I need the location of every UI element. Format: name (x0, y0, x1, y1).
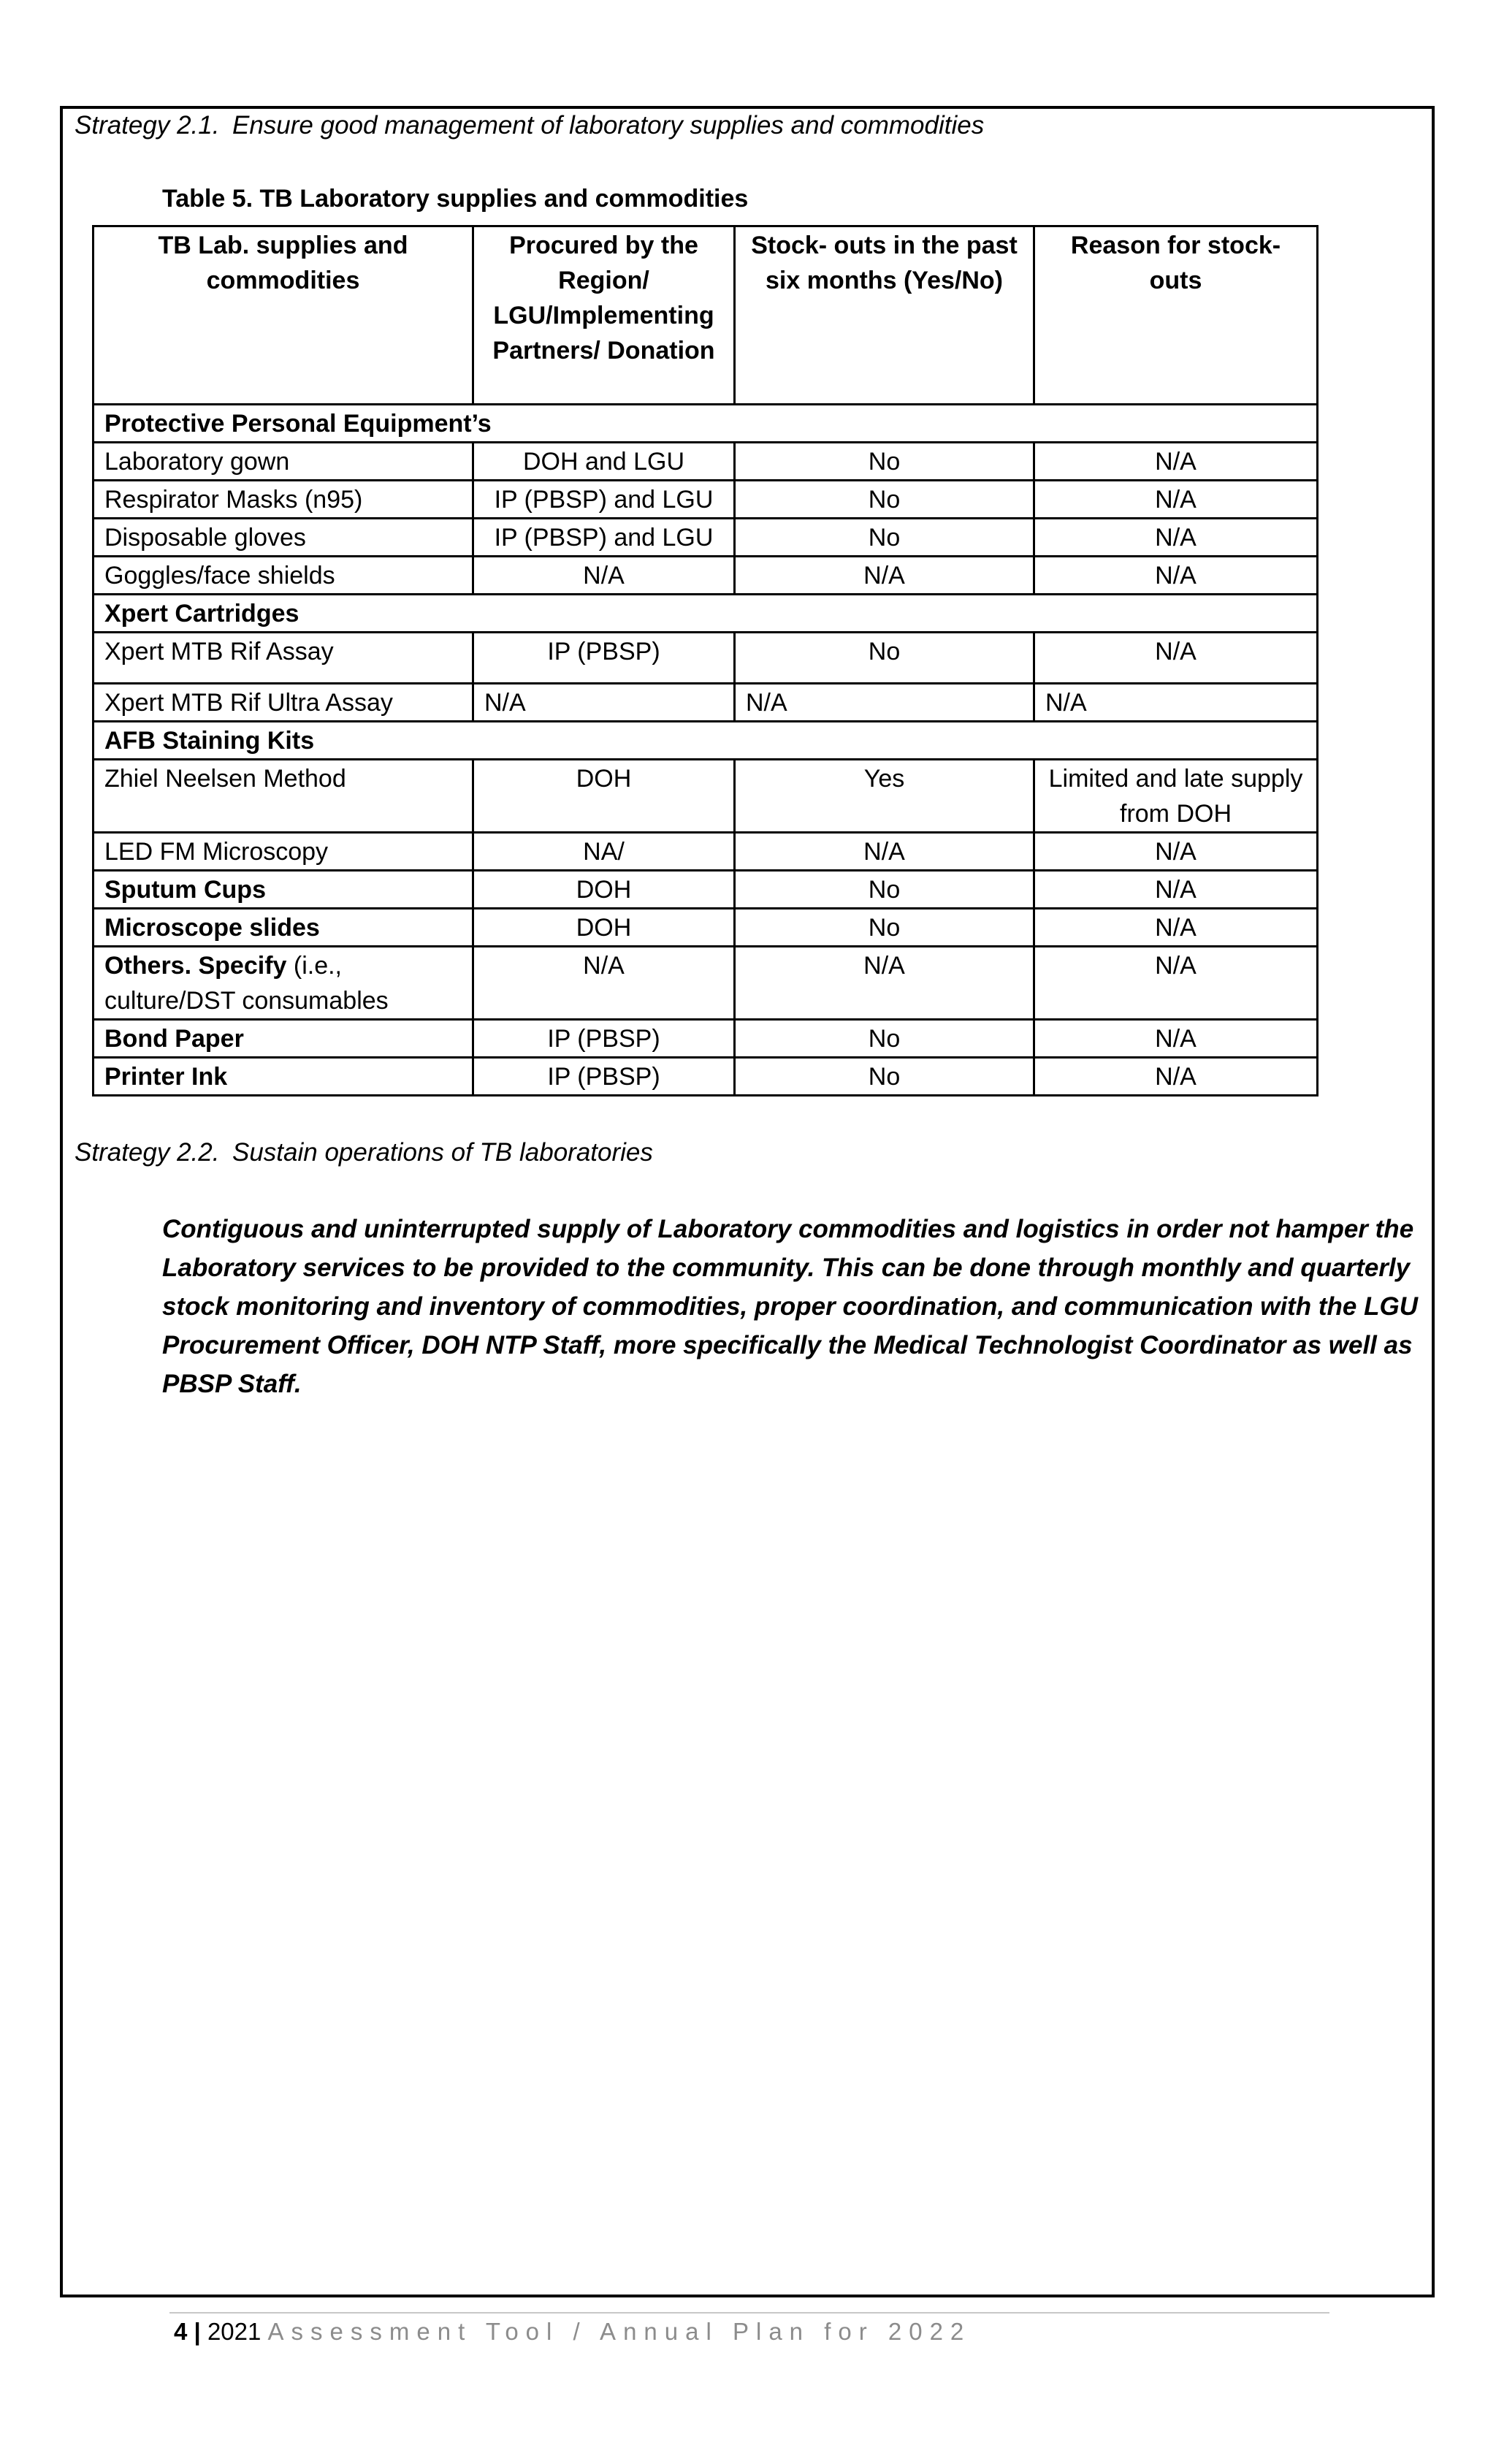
item-cell: Laboratory gown (94, 443, 473, 481)
table-row (94, 760, 1318, 833)
strategy-text: Ensure good management of laboratory supplies and commodities (232, 111, 985, 140)
item-cell (94, 947, 473, 1020)
item-cell: Sputum Cups (94, 871, 473, 909)
table-row (94, 481, 1318, 519)
reason-cell: N/A (1034, 871, 1318, 909)
header-stockouts: Stock- outs in the past six months (Yes/No) (735, 226, 1034, 405)
reason-cell: N/A (1034, 909, 1318, 947)
item-cell: Xpert MTB Rif Assay (94, 633, 473, 684)
strategy-number: Strategy 2.2. (75, 1138, 220, 1167)
item-cell: Goggles/face shields (94, 557, 473, 595)
strategy-paragraph: Contiguous and uninterrupted supply of Laboratory commodities and logistics in order not hamper the Laboratory services to be provided to the community. This can be done through monthly and quarterly stock monitoring and inventory of commodities, proper coordination, and communication with the LGU Procurement Officer, DOH NTP Staff, more specifically the Medical Technologist Coordinator as well as PBSP Staff. (162, 1215, 1418, 1398)
item-cell: Microscope slides (94, 909, 473, 947)
table-row (94, 1020, 1318, 1058)
table-row (94, 519, 1318, 557)
table-row (94, 684, 1318, 722)
stockout-cell: No (735, 633, 1034, 684)
reason-cell: N/A (1034, 519, 1318, 557)
section-afb: AFB Staining Kits (94, 722, 1318, 760)
reason-cell: N/A (1034, 557, 1318, 595)
item-cell: Printer Ink (94, 1058, 473, 1096)
item-cell: Respirator Masks (n95) (94, 481, 473, 519)
table-row (94, 833, 1318, 871)
footer-divider (169, 2312, 1329, 2314)
table-row (94, 443, 1318, 481)
procured-cell: DOH and LGU (473, 443, 735, 481)
reason-cell: N/A (1034, 1020, 1318, 1058)
table-row (94, 909, 1318, 947)
table-row (94, 557, 1318, 595)
stockout-cell: No (735, 909, 1034, 947)
section-xpert: Xpert Cartridges (94, 595, 1318, 633)
procured-cell: IP (PBSP) (473, 633, 735, 684)
table-caption: Table 5. TB Laboratory supplies and commodities (162, 185, 749, 213)
procured-cell: N/A (473, 684, 735, 722)
page-number: 4 (174, 2318, 188, 2345)
reason-cell: N/A (1034, 633, 1318, 684)
reason-cell: N/A (1034, 443, 1318, 481)
procured-cell: NA/ (473, 833, 735, 871)
others-label: Others. Specify (104, 952, 287, 980)
stockout-cell: N/A (735, 557, 1034, 595)
strategy-2-1 (75, 110, 984, 142)
footer-title: Assessment Tool / Annual Plan for 2022 (267, 2318, 972, 2345)
strategy-2-2 (75, 1137, 653, 1169)
reason-cell: N/A (1034, 947, 1318, 1020)
reason-cell: Limited and late supply from DOH (1034, 760, 1318, 833)
stockout-cell: Yes (735, 760, 1034, 833)
procured-cell: IP (PBSP) and LGU (473, 481, 735, 519)
procured-cell: DOH (473, 760, 735, 833)
procured-cell: IP (PBSP) and LGU (473, 519, 735, 557)
header-reason: Reason for stock- outs (1034, 226, 1318, 405)
procured-cell: IP (PBSP) (473, 1058, 735, 1096)
reason-cell: N/A (1034, 684, 1318, 722)
procured-cell: DOH (473, 909, 735, 947)
stockout-cell: N/A (735, 833, 1034, 871)
item-cell: Xpert MTB Rif Ultra Assay (94, 684, 473, 722)
reason-cell: N/A (1034, 1058, 1318, 1096)
stockout-cell: No (735, 481, 1034, 519)
procured-cell: N/A (473, 947, 735, 1020)
table-header-row (94, 226, 1318, 405)
table-row (94, 633, 1318, 684)
section-row (94, 405, 1318, 443)
footer-separator: | (194, 2318, 201, 2345)
footer-year: 2021 (207, 2318, 262, 2345)
stockout-cell: No (735, 1058, 1034, 1096)
item-cell: Disposable gloves (94, 519, 473, 557)
stockout-cell: N/A (735, 684, 1034, 722)
others-note: (i.e., culture/DST consumables (104, 952, 389, 1015)
strategy-text: Sustain operations of TB laboratories (232, 1138, 653, 1167)
stockout-cell: N/A (735, 947, 1034, 1020)
stockout-cell: No (735, 519, 1034, 557)
stockout-cell: No (735, 1020, 1034, 1058)
table-row (94, 1058, 1318, 1096)
reason-cell: N/A (1034, 833, 1318, 871)
section-row (94, 595, 1318, 633)
table-row (94, 947, 1318, 1020)
item-cell: Zhiel Neelsen Method (94, 760, 473, 833)
stockout-cell: No (735, 871, 1034, 909)
table-row (94, 871, 1318, 909)
procured-cell: N/A (473, 557, 735, 595)
item-cell: Bond Paper (94, 1020, 473, 1058)
section-ppe: Protective Personal Equipment’s (94, 405, 1318, 443)
header-supplies: TB Lab. supplies and commodities (94, 226, 473, 405)
procured-cell: DOH (473, 871, 735, 909)
item-cell: LED FM Microscopy (94, 833, 473, 871)
reason-cell: N/A (1034, 481, 1318, 519)
page-footer (174, 2316, 971, 2348)
strategy-number: Strategy 2.1. (75, 111, 220, 140)
header-procured: Procured by the Region/ LGU/Implementing Partners/ Donation (473, 226, 735, 405)
supplies-table (92, 225, 1318, 1096)
procured-cell: IP (PBSP) (473, 1020, 735, 1058)
section-row (94, 722, 1318, 760)
stockout-cell: No (735, 443, 1034, 481)
